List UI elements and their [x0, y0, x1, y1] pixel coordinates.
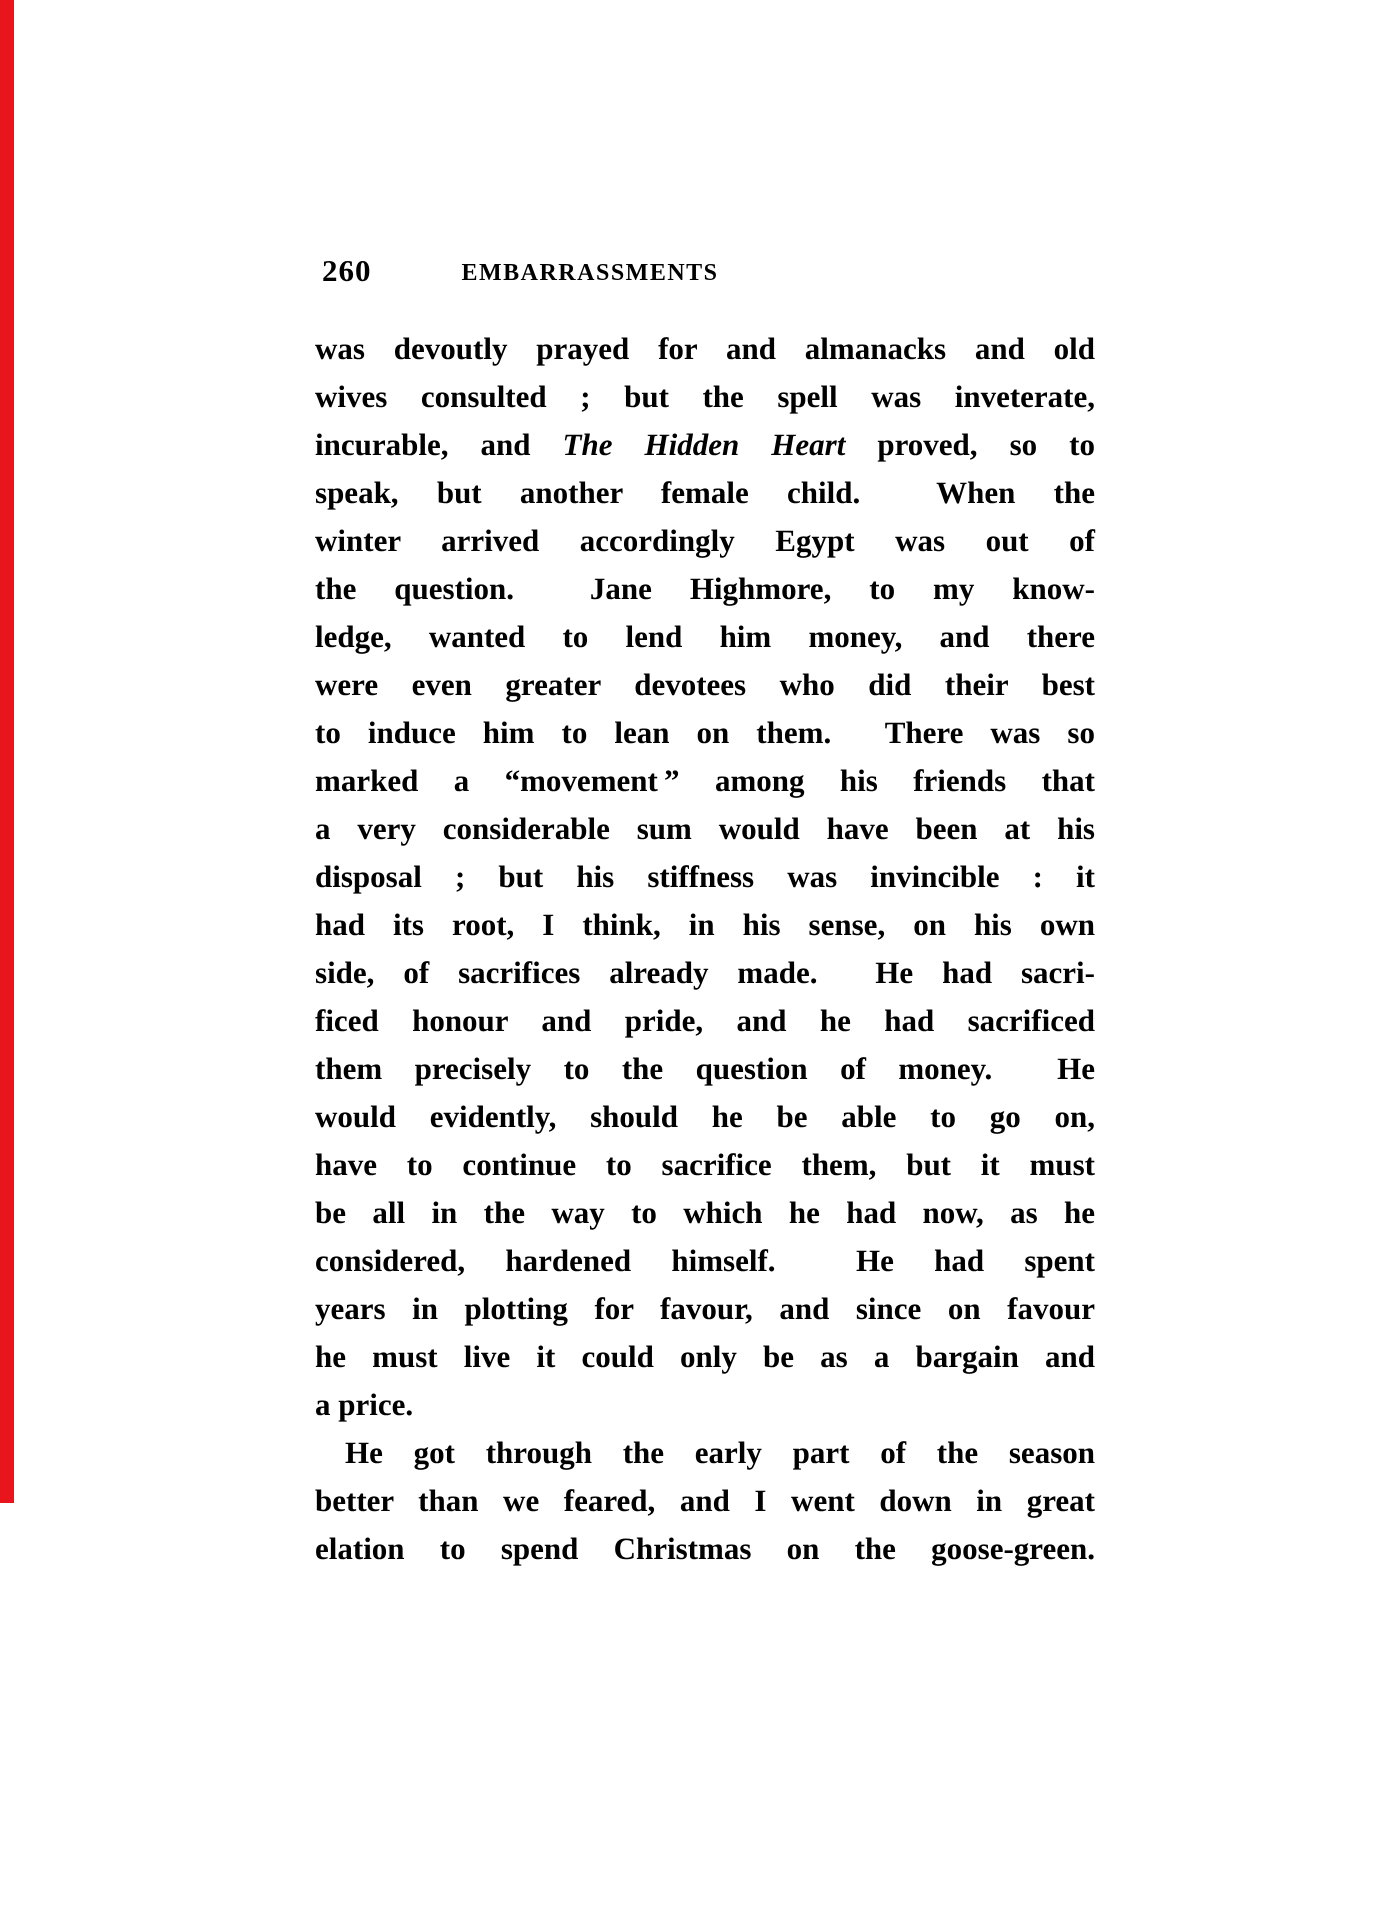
text-segment: to induce him to lean on them. There was so	[315, 715, 1095, 750]
text-line	[315, 661, 1095, 709]
text-segment: the question. Jane Highmore, to my know-	[315, 571, 1095, 606]
text-segment: wives consulted ; but the spell was inveterate,	[315, 379, 1095, 414]
text-line	[315, 709, 1095, 757]
text-line	[315, 1237, 1095, 1285]
text-segment: ficed honour and pride, and he had sacrificed	[315, 1003, 1095, 1038]
text-line	[315, 469, 1095, 517]
text-line	[315, 1333, 1095, 1381]
text-segment: a very considerable sum would have been at his	[315, 811, 1095, 846]
text-segment: elation to spend Christmas on the goose-green.	[315, 1531, 1095, 1566]
text-segment: winter arrived accordingly Egypt was out of	[315, 523, 1095, 558]
text-segment: incurable, and	[315, 427, 563, 462]
body-text	[315, 325, 1095, 1573]
text-line	[315, 1381, 1095, 1429]
text-segment: would evidently, should he be able to go on,	[315, 1099, 1095, 1134]
text-line	[315, 805, 1095, 853]
text-segment: have to continue to sacrifice them, but it must	[315, 1147, 1095, 1182]
text-line	[315, 1045, 1095, 1093]
book-title-italic: The Hidden Heart	[562, 427, 846, 462]
text-line	[315, 517, 1095, 565]
text-segment: speak, but another female child. When the	[315, 475, 1095, 510]
text-segment: better than we feared, and I went down in great	[315, 1483, 1095, 1518]
text-line	[315, 613, 1095, 661]
text-line	[315, 373, 1095, 421]
page-number: 260	[322, 253, 372, 288]
text-segment: considered, hardened himself. He had spent	[315, 1243, 1095, 1278]
text-segment: were even greater devotees who did their best	[315, 667, 1095, 702]
text-segment: had its root, I think, in his sense, on his own	[315, 907, 1095, 942]
text-segment: proved, so to	[845, 427, 1095, 462]
scan-edge-stripe	[0, 0, 14, 1503]
text-segment: ledge, wanted to lend him money, and there	[315, 619, 1095, 654]
text-line	[315, 325, 1095, 373]
text-line	[315, 901, 1095, 949]
text-segment: them precisely to the question of money. He	[315, 1051, 1095, 1086]
text-line	[315, 853, 1095, 901]
text-line	[315, 1189, 1095, 1237]
text-segment: years in plotting for favour, and since on favour	[315, 1291, 1095, 1326]
text-line	[315, 949, 1095, 997]
text-line	[315, 1429, 1095, 1477]
text-line	[315, 565, 1095, 613]
text-line	[315, 1525, 1095, 1573]
text-line	[315, 1285, 1095, 1333]
text-line	[315, 421, 1095, 469]
text-line	[315, 1141, 1095, 1189]
text-line	[315, 757, 1095, 805]
text-segment: a price.	[315, 1387, 414, 1422]
text-segment: be all in the way to which he had now, as he	[315, 1195, 1095, 1230]
text-segment: he must live it could only be as a bargain and	[315, 1339, 1095, 1374]
text-line	[315, 997, 1095, 1045]
text-segment: He got through the early part of the season	[345, 1435, 1095, 1470]
text-line	[315, 1477, 1095, 1525]
running-title: EMBARRASSMENTS	[461, 260, 719, 286]
text-segment: side, of sacrifices already made. He had sacri-	[315, 955, 1095, 990]
text-segment: was devoutly prayed for and almanacks and old	[315, 331, 1095, 366]
text-line	[315, 1093, 1095, 1141]
text-segment: marked a “movement ” among his friends that	[315, 763, 1095, 798]
text-segment: disposal ; but his stiffness was invincible : it	[315, 859, 1095, 894]
